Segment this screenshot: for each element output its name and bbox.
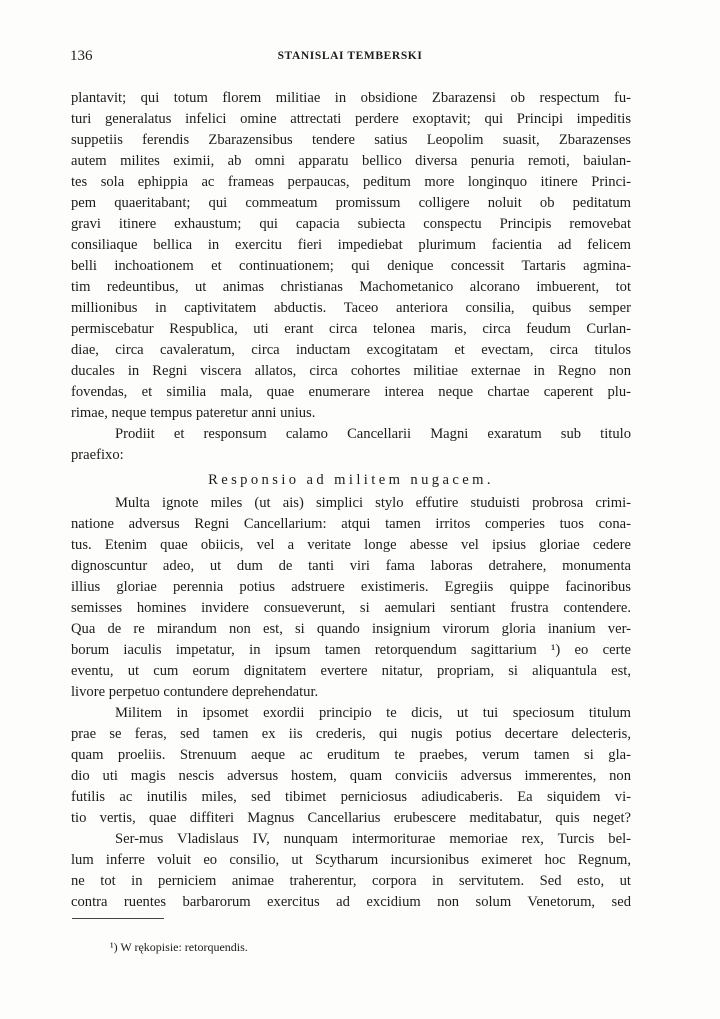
text-line: permiscebatur Respublica, uti erant circa telonea maris, circa feudum Curlan- xyxy=(71,321,631,337)
text-line: belli inchoationem et continuationem; qui denique concessit Tartaris agmina- xyxy=(71,258,631,274)
text-line: dio uti magis nescis adversus hostem, quam conviciis adversus immerentes, non xyxy=(71,768,631,784)
text-line: futilis ac inutilis miles, sed tibimet perniciosus adiudicaberis. Ea siquidem vi- xyxy=(71,789,631,805)
text-line: prae se feras, sed tamen ex iis crederis, qui nugis potius decertare delecteris, xyxy=(71,726,631,742)
text-line: semisses homines invidere consueverunt, si aemulari sentiant frustra contendere. xyxy=(71,600,631,616)
text-line: borum iaculis impetatur, in ipsum tamen retorquendum sagittarium ¹) eo certe xyxy=(71,642,631,658)
text-line: autem milites eximii, ab omni apparatu bellico diversa penuria remoti, baiulan- xyxy=(71,153,631,169)
text-line: contra ruentes barbarorum exercitus ad excidium non solum Venetorum, sed xyxy=(71,894,631,910)
footnote-separator xyxy=(72,918,164,919)
text-line: plantavit; qui totum florem militiae in obsidione Zbarazensi ob respectum fu- xyxy=(71,90,631,106)
running-head: STANISLAI TEMBERSKI xyxy=(277,50,423,62)
text-line: tio vertis, quae diffiteri Magnus Cancellarius erubescere meditabatur, quis neget? xyxy=(71,810,631,826)
text-line: suppetiis ferendis Zbarazensibus tendere satius Leopolim suasit, Zbarazenses xyxy=(71,132,631,148)
section-heading: Responsio ad militem nugacem. xyxy=(208,472,494,488)
text-line: pem quaeritabant; qui commeatum promissum colligere noluit ob peditatum xyxy=(71,195,631,211)
text-line: ducales in Regni viscera allatos, circa cohortes militiae externae in Regno non xyxy=(71,363,631,379)
text-line: millionibus in captivitatem abductis. Taceo anteriora consilia, quibus semper xyxy=(71,300,631,316)
text-line: turi generalatus infelici omine attrectati perdere exoptavit; qui Principi impeditis xyxy=(71,111,631,127)
text-line: consiliaque bellica in exercitu fieri impediebat plurimum facientia ad felicem xyxy=(71,237,631,253)
footnote: ¹) W rękopisie: retorquendis. xyxy=(110,940,248,954)
text-line: quam proeliis. Strenuum aeque ac eruditum te praebes, verum tamen si gla- xyxy=(71,747,631,763)
text-line: ne tot in perniciem animae traherentur, corpora in servitutem. Sed esto, ut xyxy=(71,873,631,889)
text-line: rimae, neque tempus pateretur anni unius. xyxy=(71,405,316,421)
text-line: illius gloriae perennia potius adstruere existimeris. Egregiis quippe facinoribus xyxy=(71,579,631,595)
text-line: livore perpetuo contundere deprehendatur. xyxy=(71,684,319,700)
text-line: natione adversus Regni Cancellarium: atqui tamen irritos comperies tuos cona- xyxy=(71,516,631,532)
text-line: lum inferre voluit eo consilio, ut Scytharum incursionibus eximeret hoc Regnum, xyxy=(71,852,631,868)
text-line: praefixo: xyxy=(71,447,124,463)
text-line: Qua de re mirandum non est, si quando insignium virorum gloria inanium ver- xyxy=(71,621,631,637)
text-line: tim redeuntibus, ut animas christianas Machometanico alcorano imbuerent, tot xyxy=(71,279,631,295)
text-line: gravi itinere exhaustum; qui capacia subiecta conspectu Principis removebat xyxy=(71,216,631,232)
body-text xyxy=(71,88,631,913)
text-line: diae, circa cavaleratum, circa inductam excogitatam et evectam, circa titulos xyxy=(71,342,631,358)
text-line: eventu, ut cum eorum dignitatem evertere nitatur, propriam, si aliquantula est, xyxy=(71,663,631,679)
text-line: Prodiit et responsum calamo Cancellarii Magni exaratum sub titulo xyxy=(115,426,631,442)
text-line: Ser-mus Vladislaus IV, nunquam intermoriturae memoriae rex, Turcis bel- xyxy=(115,831,631,847)
page-header xyxy=(70,48,630,68)
text-line: fovendas, et similia mala, quae enumerare interea neque chartae caperent plu- xyxy=(71,384,631,400)
text-line: Militem in ipsomet exordii principio te dicis, ut tui speciosum titulum xyxy=(115,705,631,721)
text-line: tus. Etenim quae obiicis, vel a veritate longe abesse vel ipsius gloriae cedere xyxy=(71,537,631,553)
text-line: dignoscuntur adeo, ut dum de tanti viri fama laboras detrahere, monumenta xyxy=(71,558,631,574)
page-number: 136 xyxy=(70,48,93,64)
text-line: Multa ignote miles (ut ais) simplici stylo effutire studuisti probrosa crimi- xyxy=(115,495,631,511)
text-line: tes sola ephippia ac frameas perpaucas, peditum more longinquo itinere Princi- xyxy=(71,174,631,190)
